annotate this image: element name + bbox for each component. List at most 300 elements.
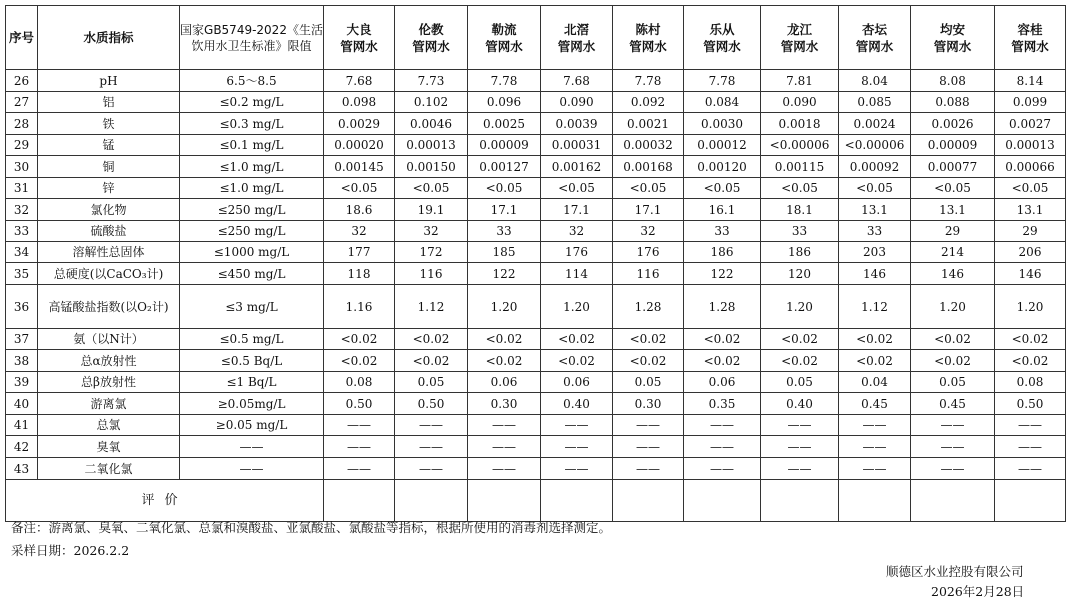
table-row xyxy=(6,372,1066,393)
measured-value: 1.20 xyxy=(911,285,995,329)
measured-value: —— xyxy=(995,415,1066,436)
measured-value: —— xyxy=(995,458,1066,480)
measured-value: <0.02 xyxy=(684,350,761,372)
row-number: 32 xyxy=(6,199,38,221)
standard-limit: ≤0.5 Bq/L xyxy=(180,350,324,372)
standard-limit: ≤250 mg/L xyxy=(180,221,324,242)
measured-value: <0.05 xyxy=(395,178,468,199)
col-site-header xyxy=(911,6,995,70)
measured-value: 118 xyxy=(324,263,395,285)
measured-value: 0.0025 xyxy=(468,113,541,135)
measured-value: 0.00127 xyxy=(468,156,541,178)
measured-value: <0.05 xyxy=(541,178,613,199)
measured-value: 13.1 xyxy=(911,199,995,221)
indicator-name: 高锰酸盐指数(以O₂计) xyxy=(38,285,180,329)
table-row xyxy=(6,178,1066,199)
measured-value: 0.08 xyxy=(324,372,395,393)
indicator-name: 臭氧 xyxy=(38,436,180,458)
indicator-name: 总β放射性 xyxy=(38,372,180,393)
measured-value: —— xyxy=(395,415,468,436)
measured-value: 0.098 xyxy=(324,92,395,113)
measured-value: <0.02 xyxy=(613,350,684,372)
measured-value: 0.0046 xyxy=(395,113,468,135)
measured-value: 1.12 xyxy=(395,285,468,329)
standard-limit: ≤1000 mg/L xyxy=(180,242,324,263)
table-row xyxy=(6,92,1066,113)
evaluation-cell xyxy=(995,480,1066,522)
measured-value: 0.05 xyxy=(761,372,839,393)
measured-value: 0.35 xyxy=(684,393,761,415)
table-row xyxy=(6,70,1066,92)
evaluation-cell xyxy=(541,480,613,522)
table-row xyxy=(6,458,1066,480)
table-row xyxy=(6,393,1066,415)
measured-value: —— xyxy=(911,436,995,458)
row-number: 35 xyxy=(6,263,38,285)
measured-value: 13.1 xyxy=(839,199,911,221)
measured-value: 32 xyxy=(395,221,468,242)
indicator-name: 铝 xyxy=(38,92,180,113)
issue-date: 2026年2月28日 xyxy=(931,584,1025,599)
site-name: 容桂 xyxy=(1017,21,1043,37)
measured-value: —— xyxy=(613,415,684,436)
indicator-name: 溶解性总固体 xyxy=(38,242,180,263)
row-number: 31 xyxy=(6,178,38,199)
measured-value: 0.096 xyxy=(468,92,541,113)
measured-value: 0.092 xyxy=(613,92,684,113)
standard-limit: ≤3 mg/L xyxy=(180,285,324,329)
measured-value: —— xyxy=(541,415,613,436)
measured-value: <0.02 xyxy=(324,329,395,350)
measured-value: 114 xyxy=(541,263,613,285)
row-number: 42 xyxy=(6,436,38,458)
measured-value: 0.00012 xyxy=(684,135,761,156)
measured-value: 0.40 xyxy=(761,393,839,415)
standard-limit: ≤1 Bq/L xyxy=(180,372,324,393)
measured-value: 0.088 xyxy=(911,92,995,113)
evaluation-cell xyxy=(839,480,911,522)
measured-value: 116 xyxy=(613,263,684,285)
standard-limit: ≤450 mg/L xyxy=(180,263,324,285)
site-name: 勒流 xyxy=(491,21,517,37)
measured-value: <0.00006 xyxy=(839,135,911,156)
measured-value: 0.00150 xyxy=(395,156,468,178)
measured-value: 0.30 xyxy=(468,393,541,415)
measured-value: 33 xyxy=(468,221,541,242)
measured-value: 122 xyxy=(684,263,761,285)
measured-value: 0.00020 xyxy=(324,135,395,156)
table-row xyxy=(6,113,1066,135)
measured-value: —— xyxy=(995,436,1066,458)
standard-limit: ≤1.0 mg/L xyxy=(180,178,324,199)
measured-value: 0.05 xyxy=(613,372,684,393)
measured-value: 186 xyxy=(761,242,839,263)
measured-value: 7.73 xyxy=(395,70,468,92)
measured-value: 0.0029 xyxy=(324,113,395,135)
col-site-header xyxy=(684,6,761,70)
measured-value: —— xyxy=(468,415,541,436)
water-type: 管网水 xyxy=(855,38,894,54)
measured-value: 8.14 xyxy=(995,70,1066,92)
measured-value: 17.1 xyxy=(468,199,541,221)
measured-value: —— xyxy=(684,458,761,480)
water-type: 管网水 xyxy=(703,38,741,54)
col-site-header xyxy=(541,6,613,70)
row-number: 28 xyxy=(6,113,38,135)
table-row xyxy=(6,135,1066,156)
measured-value: 0.00120 xyxy=(684,156,761,178)
standard-limit: ≤1.0 mg/L xyxy=(180,156,324,178)
measured-value: 7.68 xyxy=(324,70,395,92)
measured-value: 0.00092 xyxy=(839,156,911,178)
measured-value: 0.00145 xyxy=(324,156,395,178)
standard-limit: ≤0.1 mg/L xyxy=(180,135,324,156)
measured-value: —— xyxy=(684,436,761,458)
standard-limit: ≤0.3 mg/L xyxy=(180,113,324,135)
measured-value: 177 xyxy=(324,242,395,263)
evaluation-label: 评价 xyxy=(6,480,324,522)
measured-value: 0.085 xyxy=(839,92,911,113)
measured-value: <0.02 xyxy=(468,350,541,372)
measured-value: 1.20 xyxy=(468,285,541,329)
measured-value: 8.08 xyxy=(911,70,995,92)
measured-value: 0.05 xyxy=(395,372,468,393)
table-row xyxy=(6,329,1066,350)
measured-value: <0.02 xyxy=(839,329,911,350)
measured-value: 0.45 xyxy=(911,393,995,415)
measured-value: —— xyxy=(613,458,684,480)
indicator-name: 二氧化氯 xyxy=(38,458,180,480)
measured-value: 0.00066 xyxy=(995,156,1066,178)
measured-value: 1.28 xyxy=(684,285,761,329)
table-row xyxy=(6,156,1066,178)
measured-value: <0.05 xyxy=(613,178,684,199)
row-number: 40 xyxy=(6,393,38,415)
measured-value: 0.06 xyxy=(684,372,761,393)
measured-value: 203 xyxy=(839,242,911,263)
site-name: 均安 xyxy=(939,21,965,37)
site-name: 龙江 xyxy=(786,21,812,37)
measured-value: 33 xyxy=(839,221,911,242)
measured-value: 185 xyxy=(468,242,541,263)
measured-value: 1.28 xyxy=(613,285,684,329)
row-number: 41 xyxy=(6,415,38,436)
measured-value: 29 xyxy=(911,221,995,242)
measured-value: 146 xyxy=(911,263,995,285)
measured-value: 0.04 xyxy=(839,372,911,393)
measured-value: —— xyxy=(839,415,911,436)
measured-value: 0.00009 xyxy=(911,135,995,156)
measured-value: —— xyxy=(911,458,995,480)
row-number: 38 xyxy=(6,350,38,372)
indicator-name: 氯化物 xyxy=(38,199,180,221)
measured-value: —— xyxy=(684,415,761,436)
col-site-header xyxy=(761,6,839,70)
measured-value: 18.6 xyxy=(324,199,395,221)
measured-value: 0.099 xyxy=(995,92,1066,113)
measured-value: 16.1 xyxy=(684,199,761,221)
measured-value: 17.1 xyxy=(613,199,684,221)
standard-limit: ≤0.2 mg/L xyxy=(180,92,324,113)
measured-value: —— xyxy=(761,436,839,458)
measured-value: 0.0024 xyxy=(839,113,911,135)
measured-value: <0.02 xyxy=(541,350,613,372)
indicator-name: 氨（以N计） xyxy=(38,329,180,350)
col-site-header xyxy=(468,6,541,70)
col-indicator-header: 水质指标 xyxy=(38,6,180,70)
evaluation-cell xyxy=(613,480,684,522)
measured-value: —— xyxy=(395,458,468,480)
measured-value: —— xyxy=(468,458,541,480)
measured-value: <0.02 xyxy=(995,329,1066,350)
col-site-header xyxy=(395,6,468,70)
evaluation-row xyxy=(6,480,1066,522)
company-name: 顺德区水业控股有限公司 xyxy=(886,564,1024,579)
measured-value: 0.0018 xyxy=(761,113,839,135)
measured-value: —— xyxy=(761,458,839,480)
measured-value: <0.02 xyxy=(395,350,468,372)
col-site-header xyxy=(839,6,911,70)
measured-value: 7.81 xyxy=(761,70,839,92)
measured-value: —— xyxy=(324,436,395,458)
row-number: 29 xyxy=(6,135,38,156)
measured-value: <0.02 xyxy=(684,329,761,350)
col-site-header xyxy=(324,6,395,70)
measured-value: 33 xyxy=(684,221,761,242)
measured-value: <0.02 xyxy=(839,350,911,372)
row-number: 39 xyxy=(6,372,38,393)
measured-value: <0.02 xyxy=(324,350,395,372)
measured-value: 0.30 xyxy=(613,393,684,415)
measured-value: 0.00162 xyxy=(541,156,613,178)
measured-value: 32 xyxy=(324,221,395,242)
table-row xyxy=(6,221,1066,242)
water-type: 管网水 xyxy=(340,38,378,54)
row-number: 43 xyxy=(6,458,38,480)
measured-value: <0.05 xyxy=(911,178,995,199)
measured-value: 0.08 xyxy=(995,372,1066,393)
measured-value: 0.05 xyxy=(911,372,995,393)
measured-value: 1.20 xyxy=(541,285,613,329)
table-row xyxy=(6,263,1066,285)
measured-value: <0.02 xyxy=(761,329,839,350)
measured-value: <0.05 xyxy=(995,178,1066,199)
water-type: 管网水 xyxy=(629,38,667,54)
measured-value: 7.78 xyxy=(613,70,684,92)
row-number: 37 xyxy=(6,329,38,350)
measured-value: 214 xyxy=(911,242,995,263)
measured-value: 32 xyxy=(613,221,684,242)
measured-value: 176 xyxy=(541,242,613,263)
sampling-date: 采样日期：2026.2.2 xyxy=(11,543,130,558)
indicator-name: 铜 xyxy=(38,156,180,178)
measured-value: 1.20 xyxy=(761,285,839,329)
evaluation-cell xyxy=(911,480,995,522)
table-row xyxy=(6,350,1066,372)
water-quality-table xyxy=(5,5,1066,522)
measured-value: <0.05 xyxy=(761,178,839,199)
measured-value: <0.02 xyxy=(613,329,684,350)
evaluation-cell xyxy=(684,480,761,522)
evaluation-cell xyxy=(468,480,541,522)
col-site-header xyxy=(995,6,1066,70)
measured-value: 0.40 xyxy=(541,393,613,415)
table-row xyxy=(6,199,1066,221)
standard-limit: —— xyxy=(180,458,324,480)
indicator-name: 铁 xyxy=(38,113,180,135)
measured-value: <0.05 xyxy=(839,178,911,199)
measured-value: —— xyxy=(395,436,468,458)
measured-value: 122 xyxy=(468,263,541,285)
measured-value: —— xyxy=(324,458,395,480)
measured-value: 18.1 xyxy=(761,199,839,221)
standard-limit: ≤0.5 mg/L xyxy=(180,329,324,350)
measured-value: 146 xyxy=(839,263,911,285)
footnote: 备注：游离氯、臭氧、二氧化氯、总氯和溴酸盐、亚氯酸盐、氯酸盐等指标，根据所使用的消毒剂选择测定。 xyxy=(11,520,612,535)
col-standard-header: 国家GB5749-2022《生活饮用水卫生标准》限值 xyxy=(180,6,324,70)
measured-value: 0.06 xyxy=(541,372,613,393)
site-name: 大良 xyxy=(346,21,372,37)
measured-value: —— xyxy=(324,415,395,436)
row-number: 33 xyxy=(6,221,38,242)
row-number: 30 xyxy=(6,156,38,178)
table-row xyxy=(6,242,1066,263)
measured-value: —— xyxy=(839,458,911,480)
measured-value: 13.1 xyxy=(995,199,1066,221)
measured-value: <0.02 xyxy=(911,329,995,350)
measured-value: —— xyxy=(541,458,613,480)
water-type: 管网水 xyxy=(557,38,596,54)
measured-value: 172 xyxy=(395,242,468,263)
indicator-name: 游离氯 xyxy=(38,393,180,415)
water-type: 管网水 xyxy=(412,38,450,54)
row-number: 27 xyxy=(6,92,38,113)
measured-value: <0.00006 xyxy=(761,135,839,156)
measured-value: —— xyxy=(468,436,541,458)
measured-value: 0.06 xyxy=(468,372,541,393)
measured-value: 7.78 xyxy=(468,70,541,92)
measured-value: 0.50 xyxy=(995,393,1066,415)
measured-value: 0.0021 xyxy=(613,113,684,135)
measured-value: <0.02 xyxy=(468,329,541,350)
site-name: 陈村 xyxy=(635,21,661,37)
measured-value: 176 xyxy=(613,242,684,263)
evaluation-cell xyxy=(324,480,395,522)
measured-value: <0.05 xyxy=(468,178,541,199)
table-row xyxy=(6,415,1066,436)
measured-value: 0.00031 xyxy=(541,135,613,156)
measured-value: <0.02 xyxy=(911,350,995,372)
measured-value: 186 xyxy=(684,242,761,263)
measured-value: 0.0026 xyxy=(911,113,995,135)
indicator-name: pH xyxy=(38,70,180,92)
measured-value: —— xyxy=(839,436,911,458)
standard-limit: ≤250 mg/L xyxy=(180,199,324,221)
measured-value: 0.50 xyxy=(395,393,468,415)
measured-value: 0.00115 xyxy=(761,156,839,178)
indicator-name: 总硬度(以CaCO₃计) xyxy=(38,263,180,285)
measured-value: 1.16 xyxy=(324,285,395,329)
measured-value: 0.102 xyxy=(395,92,468,113)
indicator-name: 锌 xyxy=(38,178,180,199)
measured-value: 19.1 xyxy=(395,199,468,221)
measured-value: <0.05 xyxy=(684,178,761,199)
site-name: 北滘 xyxy=(563,21,589,37)
site-name: 伦教 xyxy=(418,21,444,37)
measured-value: 0.0039 xyxy=(541,113,613,135)
measured-value: 29 xyxy=(995,221,1066,242)
measured-value: 17.1 xyxy=(541,199,613,221)
measured-value: 0.00013 xyxy=(995,135,1066,156)
measured-value: 0.00077 xyxy=(911,156,995,178)
indicator-name: 硫酸盐 xyxy=(38,221,180,242)
standard-limit: 6.5～8.5 xyxy=(180,70,324,92)
measured-value: 0.090 xyxy=(761,92,839,113)
site-name: 杏坛 xyxy=(861,21,887,37)
standard-limit: ≥0.05 mg/L xyxy=(180,415,324,436)
measured-value: 33 xyxy=(761,221,839,242)
evaluation-cell xyxy=(761,480,839,522)
standard-limit: ≥0.05mg/L xyxy=(180,393,324,415)
measured-value: 206 xyxy=(995,242,1066,263)
standard-limit: —— xyxy=(180,436,324,458)
measured-value: <0.02 xyxy=(995,350,1066,372)
row-number: 36 xyxy=(6,285,38,329)
measured-value: 116 xyxy=(395,263,468,285)
site-name: 乐从 xyxy=(709,21,735,37)
measured-value: —— xyxy=(541,436,613,458)
measured-value: 120 xyxy=(761,263,839,285)
measured-value: 0.084 xyxy=(684,92,761,113)
indicator-name: 锰 xyxy=(38,135,180,156)
measured-value: 0.00009 xyxy=(468,135,541,156)
measured-value: 1.20 xyxy=(995,285,1066,329)
table-row xyxy=(6,436,1066,458)
water-type: 管网水 xyxy=(485,38,523,54)
measured-value: 8.04 xyxy=(839,70,911,92)
measured-value: 32 xyxy=(541,221,613,242)
water-type: 管网水 xyxy=(1011,38,1049,54)
indicator-name: 总氯 xyxy=(38,415,180,436)
measured-value: —— xyxy=(911,415,995,436)
measured-value: 0.0027 xyxy=(995,113,1066,135)
measured-value: 0.50 xyxy=(324,393,395,415)
evaluation-cell xyxy=(395,480,468,522)
measured-value: <0.02 xyxy=(395,329,468,350)
row-number: 34 xyxy=(6,242,38,263)
measured-value: —— xyxy=(761,415,839,436)
water-type: 管网水 xyxy=(780,38,819,54)
measured-value: 1.12 xyxy=(839,285,911,329)
row-number: 26 xyxy=(6,70,38,92)
measured-value: 7.68 xyxy=(541,70,613,92)
measured-value: <0.02 xyxy=(541,329,613,350)
water-type: 管网水 xyxy=(933,38,972,54)
measured-value: —— xyxy=(613,436,684,458)
measured-value: 0.0030 xyxy=(684,113,761,135)
indicator-name: 总α放射性 xyxy=(38,350,180,372)
measured-value: <0.02 xyxy=(761,350,839,372)
measured-value: 0.00013 xyxy=(395,135,468,156)
table-row xyxy=(6,285,1066,329)
measured-value: 7.78 xyxy=(684,70,761,92)
col-site-header xyxy=(613,6,684,70)
col-seq-header: 序号 xyxy=(6,6,38,70)
measured-value: 0.090 xyxy=(541,92,613,113)
measured-value: 0.00168 xyxy=(613,156,684,178)
header-row xyxy=(6,6,1066,70)
measured-value: 146 xyxy=(995,263,1066,285)
